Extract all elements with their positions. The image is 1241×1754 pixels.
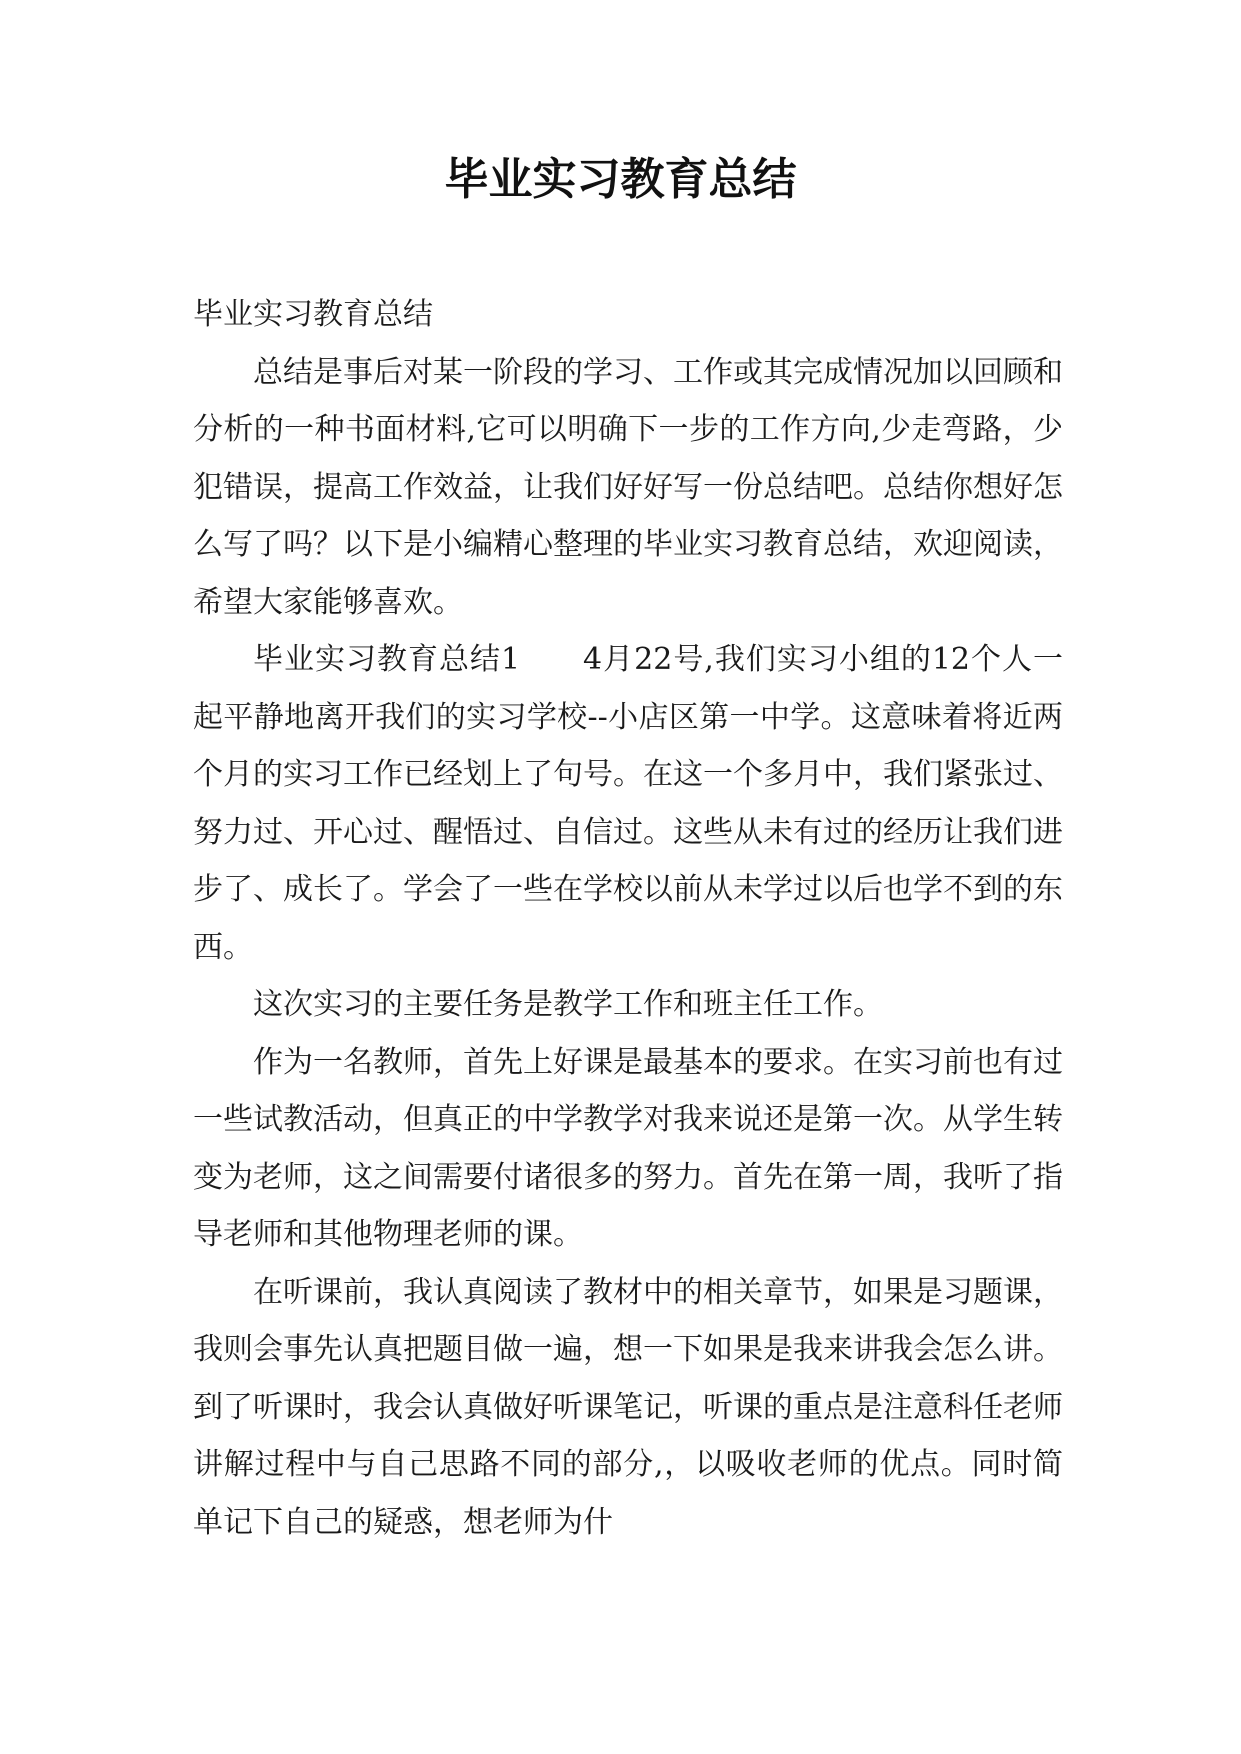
document-title: 毕业实习教育总结 xyxy=(444,154,797,205)
document-body xyxy=(193,286,1063,1551)
paragraph: 这次实习的主要任务是教学工作和班主任工作。 xyxy=(253,987,883,1022)
paragraph: 总结是事后对某一阶段的学习、工作或其完成情况加以回顾和分析的一种书面材料,它可以明确下一步的工作方向,少走弯路，少犯错误，提高工作效益，让我们好好写一份总结吧。总结你想好怎么写了吗？以下是小编精心整理的毕业实习教育总结，欢迎阅读，希望大家能够喜欢。 xyxy=(193,354,1063,620)
paragraph: 毕业实习教育总结1 4月22号,我们实习小组的12个人一起平静地离开我们的实习学校--小店区第一中学。这意味着将近两个月的实习工作已经划上了句号。在这一个多月中，我们紧张过、努力过、开心过、醒悟过、自信过。这些从未有过的经历让我们进步了、成长了。学会了一些在学校以前从未学过以后也学不到的东西。 xyxy=(193,642,1063,965)
paragraph: 作为一名教师，首先上好课是最基本的要求。在实习前也有过一些试教活动，但真正的中学教学对我来说还是第一次。从学生转变为老师，这之间需要付诸很多的努力。首先在第一周，我听了指导老师和其他物理老师的课。 xyxy=(193,1044,1063,1252)
paragraph-heading: 毕业实习教育总结 xyxy=(193,297,433,332)
paragraph: 在听课前，我认真阅读了教材中的相关章节，如果是习题课，我则会事先认真把题目做一遍，想一下如果是我来讲我会怎么讲。到了听课时，我会认真做好听课笔记，听课的重点是注意科任老师讲解过程中与自己思路不同的部分,，以吸收老师的优点。同时简单记下自己的疑惑，想老师为什 xyxy=(193,1274,1063,1540)
